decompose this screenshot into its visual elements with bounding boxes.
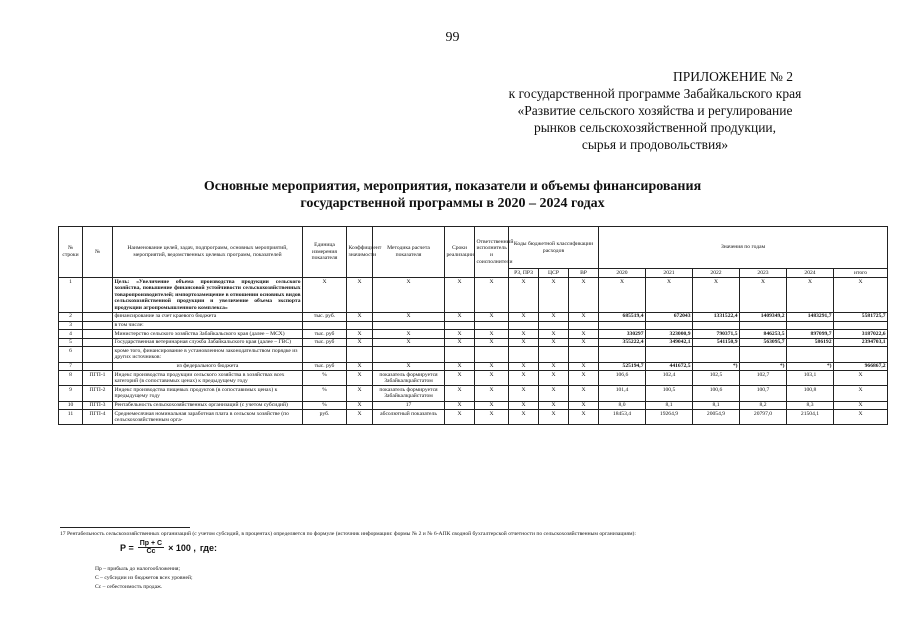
document-title [140, 178, 765, 212]
cell-executor: Х [475, 371, 509, 386]
cell-executor: Х [475, 386, 509, 401]
table-row [59, 278, 888, 313]
cell-code [83, 362, 113, 371]
cell-coef: Х [347, 362, 373, 371]
cell-2021: 8,1 [646, 401, 693, 410]
cell-2024 [787, 347, 834, 362]
cell-name: в том числе: [113, 321, 303, 330]
cell-csr: Х [539, 386, 569, 401]
cell-unit: тыс. руб. [303, 312, 347, 321]
program-table-wrapper [58, 226, 887, 425]
cell-2023: Х [740, 278, 787, 313]
cell-code: ПГП-2 [83, 386, 113, 401]
cell-2022: *) [693, 362, 740, 371]
cell-row-no: 7 [59, 362, 83, 371]
cell-2024: Х [787, 278, 834, 313]
cell-csr: Х [539, 338, 569, 347]
cell-terms [445, 321, 475, 330]
cell-rz: Х [509, 362, 539, 371]
cell-2023: 1409349,2 [740, 312, 787, 321]
cell-csr: Х [539, 330, 569, 339]
cell-vr [569, 321, 599, 330]
cell-2024: 1483291,7 [787, 312, 834, 321]
cell-executor [475, 347, 509, 362]
cell-row-no: 10 [59, 401, 83, 410]
cell-2021: 672043 [646, 312, 693, 321]
header-csr: ЦСР [539, 269, 569, 278]
appendix-line: рынков сельскохозяйственной продукции, [533, 120, 777, 135]
cell-vr: Х [569, 386, 599, 401]
cell-name: Индекс производства продукции сельского хозяйства в хозяйствах всех категорий (в сопоставимых ценах) к предыдущему году [113, 371, 303, 386]
cell-method: Х [373, 330, 445, 339]
cell-csr [539, 321, 569, 330]
cell-row-no: 4 [59, 330, 83, 339]
cell-vr: Х [569, 401, 599, 410]
cell-2020 [599, 321, 646, 330]
cell-csr: Х [539, 362, 569, 371]
cell-row-no: 11 [59, 410, 83, 425]
cell-row-no: 6 [59, 347, 83, 362]
cell-2022: 102,5 [693, 371, 740, 386]
footnote-separator [60, 527, 190, 528]
cell-rz: Х [509, 401, 539, 410]
cell-vr: Х [569, 312, 599, 321]
cell-terms: Х [445, 410, 475, 425]
cell-2022: 1331522,4 [693, 312, 740, 321]
cell-name: Среднемесячная номинальная заработная плата в сельском хозяйстве (по сельскохозяйственным орга- [113, 410, 303, 425]
cell-vr: Х [569, 330, 599, 339]
cell-total: 5581725,7 [834, 312, 888, 321]
cell-coef: Х [347, 386, 373, 401]
formula-numerator: Пр + С [139, 540, 163, 547]
cell-total: 3187022,6 [834, 330, 888, 339]
definition-line: Сс – себестоимость продаж. [95, 584, 163, 590]
cell-code: ПГП-3 [83, 401, 113, 410]
cell-2023: 563095,7 [740, 338, 787, 347]
cell-total: 966867,2 [834, 362, 888, 371]
header-terms: Сроки реализации [445, 227, 475, 278]
cell-2022: 20054,9 [693, 410, 740, 425]
cell-coef: Х [347, 338, 373, 347]
cell-method [373, 321, 445, 330]
header-2020: 2020 [599, 269, 646, 278]
cell-2020: 330297 [599, 330, 646, 339]
cell-rz: Х [509, 330, 539, 339]
cell-method: 17 [373, 401, 445, 410]
cell-2023 [740, 321, 787, 330]
cell-rz: Х [509, 386, 539, 401]
cell-unit: % [303, 401, 347, 410]
cell-csr: Х [539, 371, 569, 386]
table-row [59, 347, 888, 362]
cell-2020 [599, 347, 646, 362]
cell-row-no: 3 [59, 321, 83, 330]
cell-terms: Х [445, 401, 475, 410]
cell-terms: Х [445, 371, 475, 386]
formula-definitions [95, 565, 193, 592]
cell-coef: Х [347, 312, 373, 321]
document-title-line-1: Основные мероприятия, мероприятия, показатели и объемы финансирования [203, 179, 702, 194]
cell-code [83, 330, 113, 339]
cell-coef: Х [347, 371, 373, 386]
formula-denominator: Сс [146, 548, 156, 555]
cell-name: Цель: «Увеличение объема производства продукции сельского хозяйства, повышение финансовой устойчивости сельскохозяйственных товаропроизводителей; импортозамещение в отношении основных видов сельскохозяйственной продукции и увеличение объема экспорта продукции агропромышленного комплекса» [114, 278, 301, 311]
appendix-line: «Развитие сельского хозяйства и регулирование [517, 103, 793, 118]
cell-vr: Х [569, 338, 599, 347]
cell-executor [475, 321, 509, 330]
cell-rz: Х [509, 410, 539, 425]
cell-2020: 8,0 [599, 401, 646, 410]
cell-unit: руб. [303, 410, 347, 425]
header-2024: 2024 [787, 269, 834, 278]
header-name: Наименование целей, задач, подпрограмм, основных мероприятий, мероприятий, ведомственных целевых программ, показателей [113, 227, 303, 278]
cell-executor: Х [475, 330, 509, 339]
cell-2022: 100,6 [693, 386, 740, 401]
cell-terms: Х [445, 312, 475, 321]
cell-name: из федерального бюджета [113, 362, 303, 371]
cell-2024: 100,8 [787, 386, 834, 401]
cell-2020: 106,6 [599, 371, 646, 386]
cell-executor: Х [475, 401, 509, 410]
cell-rz [509, 321, 539, 330]
cell-terms: Х [445, 386, 475, 401]
cell-2021: 100,5 [646, 386, 693, 401]
cell-2020: 355222,4 [599, 338, 646, 347]
cell-2023: *) [740, 362, 787, 371]
formula-lhs: Р = [120, 542, 134, 553]
cell-terms: Х [445, 330, 475, 339]
cell-executor: Х [475, 362, 509, 371]
formula-fraction [138, 540, 164, 555]
table-row [59, 338, 888, 347]
cell-total: Х [834, 410, 888, 425]
cell-2021 [646, 347, 693, 362]
cell-2023: 102,7 [740, 371, 787, 386]
table-row [59, 371, 888, 386]
header-budget-codes: Коды бюджетной классификации расходов [509, 227, 599, 269]
cell-2021 [646, 321, 693, 330]
cell-csr: Х [539, 312, 569, 321]
cell-vr: Х [569, 362, 599, 371]
cell-total: Х [834, 371, 888, 386]
cell-2020: 525194,7 [599, 362, 646, 371]
cell-2023: 100,7 [740, 386, 787, 401]
header-2021: 2021 [646, 269, 693, 278]
cell-unit: % [303, 371, 347, 386]
cell-2023: 846253,5 [740, 330, 787, 339]
appendix-block [475, 68, 835, 153]
cell-method: Х [373, 362, 445, 371]
cell-name: Рентабельность сельскохозяйственных организаций (с учетом субсидий) [113, 401, 303, 410]
footnote-text: 17 Рентабельность сельскохозяйственных организаций (с учетом субсидий, в процентах) определяется по формуле (источник информации: формы № 2 и № 6-АПК сводной бухгалтерской отчетности по сельскохозяйственным организациям): [60, 531, 636, 537]
cell-2023: 20797,0 [740, 410, 787, 425]
cell-coef [347, 347, 373, 362]
cell-2024: 103,1 [787, 371, 834, 386]
cell-unit: Х [303, 278, 347, 313]
cell-method: Х [373, 338, 445, 347]
cell-rz: Х [509, 278, 539, 313]
cell-executor: Х [475, 410, 509, 425]
cell-executor: Х [475, 278, 509, 313]
cell-2021: Х [646, 278, 693, 313]
definition-line: Пр – прибыль до налогообложения; [95, 566, 181, 572]
profitability-formula [120, 540, 217, 555]
cell-vr: Х [569, 371, 599, 386]
cell-method [373, 347, 445, 362]
header-rz: РЗ, ПРЗ [509, 269, 539, 278]
cell-rz: Х [509, 312, 539, 321]
cell-unit: тыс. руб [303, 338, 347, 347]
cell-2022: 8,1 [693, 401, 740, 410]
cell-2024: *) [787, 362, 834, 371]
cell-2021: 102,4 [646, 371, 693, 386]
table-row [59, 312, 888, 321]
cell-2024: 21504,1 [787, 410, 834, 425]
cell-rz: Х [509, 371, 539, 386]
cell-csr: Х [539, 278, 569, 313]
cell-total [834, 321, 888, 330]
cell-2021: 323000,9 [646, 330, 693, 339]
header-unit: Единица измерения показателя [303, 227, 347, 278]
cell-csr [539, 347, 569, 362]
formula-rhs: × 100 , [168, 542, 196, 553]
table-row [59, 330, 888, 339]
table-row [59, 321, 888, 330]
cell-total: 2394703,1 [834, 338, 888, 347]
cell-method: показатель формируется Забайкалкрайстатом [373, 386, 445, 401]
definition-line: С – субсидии из бюджетов всех уровней; [95, 575, 193, 581]
cell-2020: 18453,4 [599, 410, 646, 425]
header-total: итого [834, 269, 888, 278]
cell-2021: 349042,1 [646, 338, 693, 347]
appendix-line: к государственной программе Забайкальского края [508, 86, 802, 101]
cell-executor: Х [475, 338, 509, 347]
cell-vr: Х [569, 278, 599, 313]
cell-coef: Х [347, 330, 373, 339]
program-table [58, 226, 888, 425]
header-2023: 2023 [740, 269, 787, 278]
formula-where: где: [199, 542, 218, 553]
cell-coef: Х [347, 410, 373, 425]
page-number: 99 [445, 30, 460, 45]
cell-unit [303, 347, 347, 362]
cell-executor: Х [475, 312, 509, 321]
cell-csr: Х [539, 410, 569, 425]
header-no: № [83, 227, 113, 278]
cell-2024: 8,3 [787, 401, 834, 410]
cell-terms [445, 347, 475, 362]
cell-2022: Х [693, 278, 740, 313]
cell-2022: 541150,9 [693, 338, 740, 347]
table-row [59, 362, 888, 371]
cell-2021: 19264,9 [646, 410, 693, 425]
cell-csr: Х [539, 401, 569, 410]
cell-name: Индекс производства пищевых продуктов (в сопоставимых ценах) к предыдущему году [113, 386, 303, 401]
cell-code [83, 278, 113, 313]
cell-rz [509, 347, 539, 362]
cell-coef: Х [347, 401, 373, 410]
cell-total [834, 347, 888, 362]
cell-coef [347, 321, 373, 330]
cell-name: кроме того, финансирование в установленном законодательством порядке из других источников: [113, 347, 303, 362]
table-row [59, 410, 888, 425]
header-vr: ВР [569, 269, 599, 278]
header-2022: 2022 [693, 269, 740, 278]
cell-total: Х [834, 386, 888, 401]
cell-unit: тыс. руб [303, 362, 347, 371]
cell-method: Х [373, 278, 445, 313]
table-row [59, 386, 888, 401]
cell-2022 [693, 347, 740, 362]
cell-row-no: 8 [59, 371, 83, 386]
cell-coef: Х [347, 278, 373, 313]
cell-method: Х [373, 312, 445, 321]
cell-2024 [787, 321, 834, 330]
cell-code: ПГП-4 [83, 410, 113, 425]
cell-code [83, 321, 113, 330]
cell-2024: 586192 [787, 338, 834, 347]
cell-2024: 897099,7 [787, 330, 834, 339]
document-title-line-2: государственной программы в 2020 – 2024 годах [300, 196, 605, 211]
header-row-no: № строки [59, 227, 83, 278]
cell-rz: Х [509, 338, 539, 347]
cell-2022 [693, 321, 740, 330]
cell-vr [569, 347, 599, 362]
header-values: Значения по годам [599, 227, 888, 269]
cell-vr: Х [569, 410, 599, 425]
cell-2021: 441672,5 [646, 362, 693, 371]
header-executor: Ответственный исполнитель и соисполнители [475, 227, 509, 278]
cell-code: ПГП-1 [83, 371, 113, 386]
cell-2023: 8,2 [740, 401, 787, 410]
cell-unit [303, 321, 347, 330]
cell-row-no: 5 [59, 338, 83, 347]
cell-2023 [740, 347, 787, 362]
appendix-line: сырья и продовольствия» [581, 137, 729, 152]
cell-2022: 790371,5 [693, 330, 740, 339]
cell-name: Министерство сельского хозяйства Забайкальского края (далее – МСХ) [113, 330, 303, 339]
cell-method: показатель формируется Забайкалкрайстатом [373, 371, 445, 386]
cell-method: абсолютный показатель [373, 410, 445, 425]
cell-terms: Х [445, 338, 475, 347]
cell-row-no: 1 [59, 278, 83, 313]
cell-row-no: 9 [59, 386, 83, 401]
header-coef: Коэффициент значимости [347, 227, 373, 278]
cell-terms: Х [445, 362, 475, 371]
cell-code [83, 312, 113, 321]
cell-name: Государственная ветеринарная служба Забайкальского края (далее – ГВС) [113, 338, 303, 347]
cell-2020: 101,4 [599, 386, 646, 401]
cell-name: финансирование за счет краевого бюджета [113, 312, 303, 321]
cell-total: Х [834, 278, 888, 313]
appendix-title: ПРИЛОЖЕНИЕ № 2 [672, 69, 793, 84]
cell-2020: 685519,4 [599, 312, 646, 321]
cell-unit: % [303, 386, 347, 401]
cell-unit: тыс. руб [303, 330, 347, 339]
cell-code [83, 347, 113, 362]
cell-2020: Х [599, 278, 646, 313]
cell-terms: Х [445, 278, 475, 313]
cell-total: Х [834, 401, 888, 410]
header-method: Методика расчета показателя [373, 227, 445, 278]
cell-row-no: 2 [59, 312, 83, 321]
table-row [59, 401, 888, 410]
cell-code [83, 338, 113, 347]
